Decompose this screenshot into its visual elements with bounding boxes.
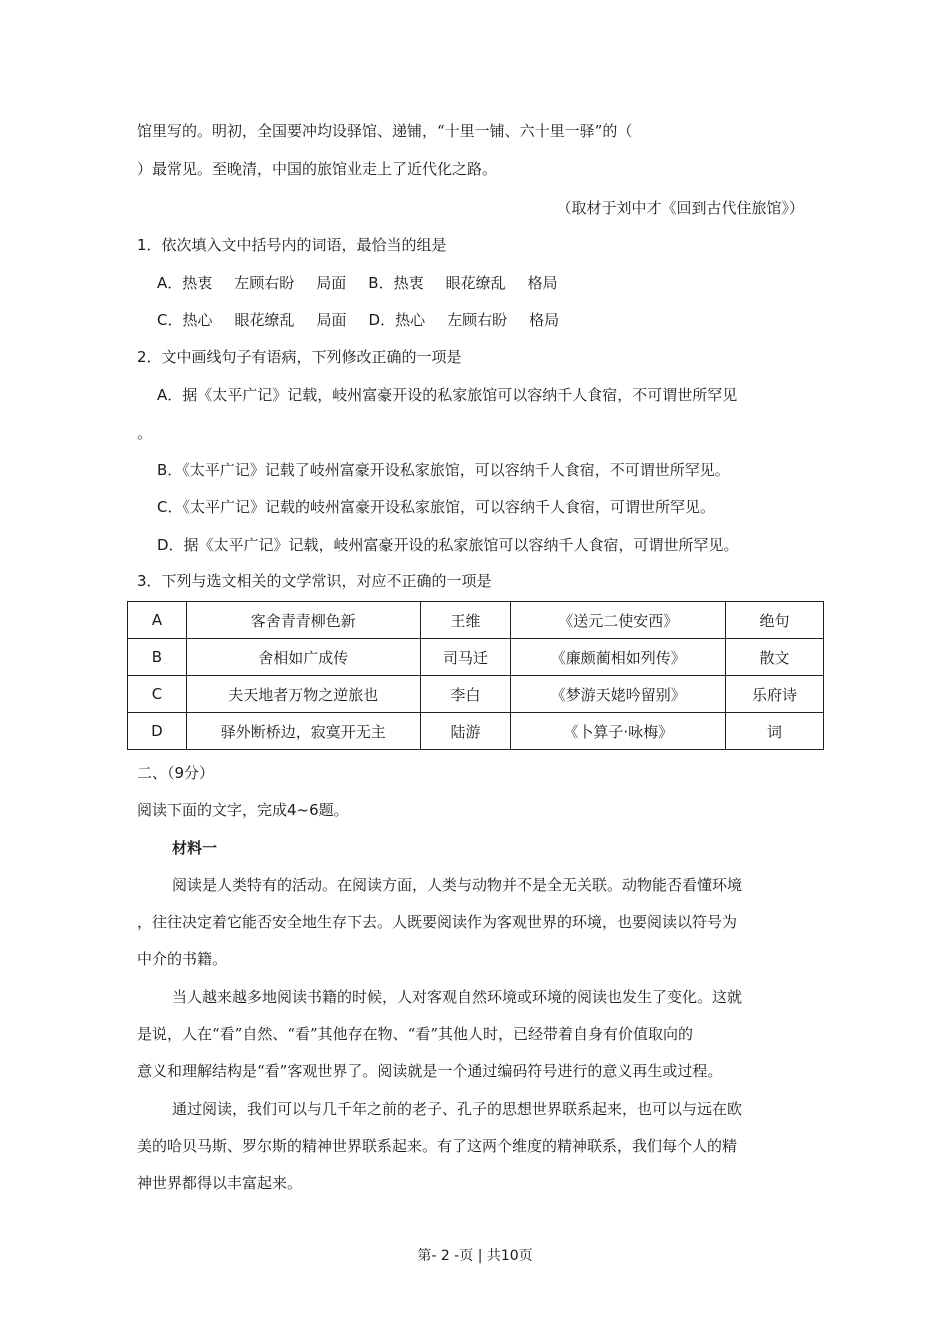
q3-stem: 3．下列与选文相关的文学常识，对应不正确的一项是 xyxy=(137,572,492,590)
table-row xyxy=(128,713,824,750)
page-footer: 第- 2 -页 | 共10页 xyxy=(417,1248,533,1264)
paragraph-line: 是说，人在“看”自然、“看”其他存在物、“看”其他人时，已经带着自身有价值取向的 xyxy=(137,1025,694,1043)
table-cell: B xyxy=(128,639,187,676)
paragraph-line: 神世界都得以丰富起来。 xyxy=(137,1174,303,1192)
q1-option: D．热心 xyxy=(368,311,426,329)
q2-option-a-cont: 。 xyxy=(137,424,153,442)
table-cell: 司马迁 xyxy=(420,639,511,676)
table-cell: 舍相如广成传 xyxy=(186,639,420,676)
table-cell: 词 xyxy=(726,713,824,750)
q2-option-d: D．据《太平广记》记载，岐州富豪开设的私家旅馆可以容纳千人食宿，可谓世所罕见。 xyxy=(157,536,739,554)
q1-option: A．热衷 xyxy=(157,274,213,292)
passage-line-1: 馆里写的。明初，全国要冲均设驿馆、递铺，“十里一铺、六十里一驿”的（ xyxy=(137,122,633,140)
q1-option: 眼花缭乱 xyxy=(445,274,506,292)
table-cell: 夫天地者万物之逆旅也 xyxy=(186,676,420,713)
table-cell: 乐府诗 xyxy=(726,676,824,713)
table-cell: 绝句 xyxy=(726,602,824,639)
table-cell: 李白 xyxy=(420,676,511,713)
section-heading: 二、（9分） xyxy=(137,764,215,782)
q1-option: 格局 xyxy=(529,311,560,329)
q2-option-a: A．据《太平广记》记载，岐州富豪开设的私家旅馆可以容纳千人食宿，不可谓世所罕见 xyxy=(157,386,738,404)
table-cell: 陆游 xyxy=(420,713,511,750)
q1-option: 左顾右盼 xyxy=(234,274,295,292)
q1-option: 局面 xyxy=(316,274,347,292)
q1-options-row-2 xyxy=(157,310,581,330)
table-cell: A xyxy=(128,602,187,639)
q3-table xyxy=(127,601,824,750)
q1-option: 眼花缭乱 xyxy=(234,311,295,329)
table-cell: 《送元二使安西》 xyxy=(511,602,726,639)
passage-source: （取材于刘中才《回到古代住旅馆》） xyxy=(556,199,804,217)
table-row xyxy=(128,602,824,639)
table-row xyxy=(128,676,824,713)
q2-option-c: C．《太平广记》记载的岐州富豪开设私家旅馆，可以容纳千人食宿，可谓世所罕见。 xyxy=(157,498,715,516)
q1-option: 左顾右盼 xyxy=(447,311,508,329)
q1-option: 格局 xyxy=(527,274,558,292)
table-row xyxy=(128,639,824,676)
q1-option: 局面 xyxy=(316,311,347,329)
paragraph-line: 通过阅读，我们可以与几千年之前的老子、孔子的思想世界联系起来，也可以与远在欧 xyxy=(172,1100,743,1118)
q1-stem: 1．依次填入文中括号内的词语，最恰当的组是 xyxy=(137,236,447,254)
table-cell: 王维 xyxy=(420,602,511,639)
paragraph-line: 阅读是人类特有的活动。在阅读方面，人类与动物并不是全无关联。动物能否看懂环境 xyxy=(172,876,743,894)
table-cell: 散文 xyxy=(726,639,824,676)
q1-option: C．热心 xyxy=(157,311,213,329)
paragraph-line: 中介的书籍。 xyxy=(137,950,228,968)
table-cell: 客舍青青柳色新 xyxy=(186,602,420,639)
q2-option-b: B．《太平广记》记载了岐州富豪开设私家旅馆，可以容纳千人食宿，不可谓世所罕见。 xyxy=(157,461,730,479)
table-cell: D xyxy=(128,713,187,750)
material-title: 材料一 xyxy=(172,839,218,857)
paragraph-line: ，往往决定着它能否安全地生存下去。人既要阅读作为客观世界的环境，也要阅读以符号为 xyxy=(137,913,738,931)
table-cell: C xyxy=(128,676,187,713)
paragraph-line: 当人越来越多地阅读书籍的时候，人对客观自然环境或环境的阅读也发生了变化。这就 xyxy=(172,988,743,1006)
paragraph-line: 美的哈贝马斯、罗尔斯的精神世界联系起来。有了这两个维度的精神联系，我们每个人的精 xyxy=(137,1137,738,1155)
paragraph-line: 意义和理解结构是“看”客观世界了。阅读就是一个通过编码符号进行的意义再生或过程。 xyxy=(137,1062,723,1080)
passage-line-2: ）最常见。至晚清，中国的旅馆业走上了近代化之路。 xyxy=(137,160,498,178)
q1-options-row-1 xyxy=(157,273,580,293)
table-cell: 《卜算子·咏梅》 xyxy=(511,713,726,750)
table-cell: 驿外断桥边，寂寞开无主 xyxy=(186,713,420,750)
table-cell: 《廉颇蔺相如列传》 xyxy=(511,639,726,676)
table-cell: 《梦游天姥吟留别》 xyxy=(511,676,726,713)
section-instruction: 阅读下面的文字，完成4~6题。 xyxy=(137,801,349,819)
q1-option: B．热衷 xyxy=(368,274,424,292)
q2-stem: 2．文中画线句子有语病，下列修改正确的一项是 xyxy=(137,348,462,366)
